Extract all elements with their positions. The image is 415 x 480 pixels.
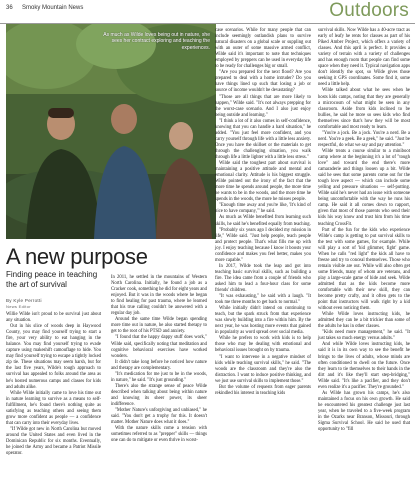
paragraph: "I think a lot of it also comes in self-confidence, knowing that you can handle a hard situation," he added. "You just feel more confident, and you carry yourself through life with a little less anxiety. Once you have the skillset or the materials to get through the challenging situation, you walk through life a little lighter with a little less stress." <box>215 118 311 160</box>
paragraph: Around the same time Wilde began spending more time out in nature, he also started therapy to get to the root of his PTSD and anxiety. <box>111 317 207 335</box>
paragraph: Wilde talked about what he sees when he hosts kids camps, noting that they are generally a microcosm of what might be seen in any classroom. Aside from kids inclined to be bullies, he said he more so sees kids who find themselves since that's how they will be most comfortable and most ready to learn. <box>318 88 410 130</box>
paragraph: "It was exhausting," he said with a laugh. "It took me three months to get back to normal." <box>215 294 311 306</box>
paragraph: While initially didn't intend on continuing to teach, but the spark struck from that experience was slowly building into a fire within him. By the next year, he was hosting more events that gained in popularity as word spread over social media. <box>215 306 311 336</box>
feature-photo <box>6 24 216 239</box>
paragraph: "Are you prepared for the next flood? Are you prepared to deal with a home intruder? Do you have things lined up such that losing a job or source of income wouldn't be devastating? <box>215 70 311 94</box>
page-header <box>0 0 415 24</box>
body-column-3 <box>215 28 311 397</box>
paragraph: Wilde treats a course similar to a miniboot camp where at the beginning it's a lot of "tough love" and toward the end there's more camaraderie and things loosen up a bit. Wilde said he sees that some parents come out for the tough love aspect — which can include some yelling and pressure situations — self-putting. Wilde said he's never had an issue with someone being uncomfortable with the way he runs his camp. He said it all comes down to rapport, given that most of those parents who send their kids his way know and trust him from his time teaching CrossFit. <box>318 148 410 227</box>
paragraph: "You're a jock. Be a jock. You're a nerd. Be a nerd. You're a geek. Be a geek," he said. "Just be respectful, do what we say and pay attention." <box>318 130 410 148</box>
body-column-1 <box>6 312 101 457</box>
paragraph: Out in his slice of woods deep in Haywood County, you may find yourself trying to start a fire, your very ability to eat hanging in the balance. You may find yourself trying to evade capture using makeshift camouflage to hide. You may find yourself trying to escape a tightly locked zip tie. These situations may seem harsh, but for the last five years, Wilde's tough approach to survival has appealed to folks around the area as he's hosted numerous camps and classes for kids and adults alike. <box>6 324 101 390</box>
publication-name: Smoky Mountain News <box>22 5 84 11</box>
paragraph: While Wilde loves instructing kids, he admitted they can be a bit trickier than some of the adults he has in other classes. <box>318 312 410 330</box>
paragraph: survival skills. Now Wilde has a 40-acre tract as early of leafy he rents for classes as part of his Piked Amber Project, which offers a variety of classes. And this april is perfect. It provides a variety of terrain with a variety of challenges and has enough room that people can find some space when they need it. Typical navigation apps don't identify the spot, so Wilde gives those seeking it GPS coordinates. Some find it, some need a little help. <box>318 28 410 88</box>
paragraph: "I want to intervene in a negative mindset of kids while teaching survival skills," he said. "The woods are the classroom and they're also the distraction. I want to induce positive thinking, and we just use survival skills to implement those." <box>215 354 311 384</box>
body-column-2 <box>111 275 207 444</box>
article-dek: Finding peace in teaching the art of survival <box>6 270 98 289</box>
paragraph: "If Wilde got new in North Carolina but moved around the United States and even lived in the Dominican Republic for six months. Eventually, he joined the Army and became a Patriot Missile operator. <box>6 426 101 457</box>
paragraph: There's also the strange sense of peace Wilde described when talking about being within nature and knowing its sheer power, its sheer indifference. <box>111 383 207 407</box>
paragraph: But the volume of requests from eager parents rekindled his interest in teaching kids <box>215 384 311 396</box>
paragraph: As Wilde has grown his camps, he's also maintained a focus on his own growth. He said he encountered his greatest challenge just last year, when he traveled to a five-week program in the Ozarks near Branson, Missouri, through Sigma Survival School. He said he used that opportunity to "fill <box>318 390 410 433</box>
paragraph: Wilde said the toughest part about survival is maintaining a positive attitude and mental and emotional clarity. Attitude is his biggest struggle. Wilde pointed out the irony of the fact that the more time he spends around people, the more time he wants to be in the woods, and the more time he spends in the woods, the more he misses people. <box>215 161 311 203</box>
article-byline: By Kyle Perrotti <box>6 298 42 303</box>
paragraph: "Probably six years ago I decided my mission in life," Wilde said. "Just help people, teach people and protect people. That's what fills me up with joy. I enjoy teaching because I know it boosts your confidence and makes you feel better, makes you more capable." <box>215 227 311 263</box>
paragraph: While Wilde initially came to love his time out in nature learning to survive as a means to self-fulfillment, he's found there's nothing quite as satisfying as teaching others and seeing them grow more confident as people — a confidence that can carry into their everyday lives. <box>6 390 101 426</box>
paragraph: Willie Wilde isn't proud to be survival just about any situation. <box>6 312 101 324</box>
paragraph: In 2017, Wilde took the leap and got into teaching basic survival skills, such as building a fire. The idea came from a couple of friends who asked him to lead a four-hour class for some friends' children. <box>215 263 311 294</box>
author-role: News Editor <box>6 304 31 309</box>
paragraph: "I found that the happy dappy stuff does work," Wilde said, specifically noting that meditation and cognitive behavioral exercises have worked wonders. <box>111 335 207 359</box>
paragraph: As much as Wilde benefited from learning such skills, he said he's benefited equally from teaching. <box>215 215 311 227</box>
photo-caption: As much as Wilde loves being out in nature, she sees her contract exploring and teaching the experiences. <box>103 32 210 51</box>
paragraph: "Those are all things that are more likely to happen," Wilde said. "It's not always prepping for the worst-case scenario. And I also just enjoy being outside and learning." <box>215 94 311 118</box>
photo-illustration <box>6 24 216 239</box>
paragraph: "Enough time away and you're like, 'It's kind of nice to have company,'" he said. <box>215 203 311 215</box>
paragraph: "It's medication for me just to be in the woods, in nature," he said. "It's just grounding." <box>111 371 207 383</box>
paragraph: In 2011, he settled in the mountains of Western North Carolina. Initially, he found a job as a Cracker cook, something he did for eight years and enjoyed. But it was in the woods where he began to find healing for past trauma, where he learned that his true calling couldn't be answered with a regular day job. <box>111 275 207 317</box>
section-title: Outdoors <box>329 0 409 21</box>
paragraph: "Mother Nature's unforgiving and unbiased," he said. "You don't get a trophy for this. It doesn't matter. Mother Nature does what it does." <box>111 408 207 426</box>
body-column-4 <box>318 28 410 433</box>
paragraph: "Kids need more management," he said. "It just takes so much energy versus adults." <box>318 330 410 342</box>
paragraph: case scenarios. While for many people that can include seemingly outlandish plans to survive natural disasters on a global scale or suppling out with an outer of some massive armed conflict, Wilde said it's important to note that techniques employed by preppers can be used in everyday life to be ready for challenges big or small. <box>215 28 311 70</box>
paragraph: With the nature skills come a tension with sometimes referred to as "prepper" skills — things one can do to mitigate or even thrive in worst- <box>111 426 207 444</box>
page-number: 36 <box>6 5 13 11</box>
article-headline: A new purpose <box>6 244 148 269</box>
paragraph: It didn't take long before he noticed how nature and therapy are complementary. <box>111 359 207 371</box>
paragraph: Part of the fun for the kids who experience Wilde's camp is getting to put survival skills to the test with some games, for example. While will play a sort of 'hid glimmer, fight' game. When he calls "red light" the kids all have to freeze and try to conceal themselves. Those who remain visible are out. While will also often get some friends, many of whom are veterans, and play a large-scale game of hide and seek. Wilde admitted that as the kids become more comfortable with their new skill, they can become pretty crafty, and it often gets to the point that instructors will walk right by a kid without even noticing them. <box>318 227 410 312</box>
paragraph: While he prefers to work with kids is to help those who may be dealing with emotional and behavioral issues brought on by trauma. <box>215 336 311 354</box>
paragraph: And while Wilde loves instructing kids, he said it is in its own way to see the benefit he brings to the lives of adults, whose minds are often conditioned to dwell on the future. Once they learn to tie themselves to their hands in the dirt and it's like they'll start step-bridging," Wilde said. "It's like a pacifier, and they don't even realize it's a pacifier. They're grounded." <box>318 342 410 390</box>
